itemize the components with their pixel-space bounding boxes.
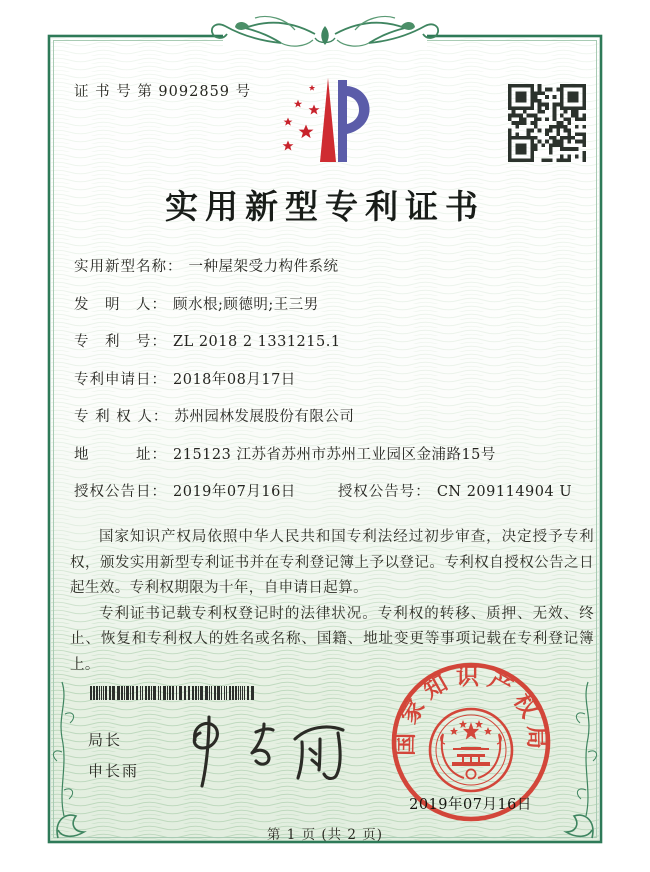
field-value: 215123 江苏省苏州市苏州工业园区金浦路15号 <box>173 446 496 463</box>
legal-paragraph-2: 专利证书记载专利权登记时的法律状况。专利权的转移、质押、无效、终止、恢复和专利权人的姓名或名称、国籍、地址变更等事项记载在专利登记簿上。 <box>70 605 594 673</box>
field-label: 地 址： <box>74 446 167 463</box>
field-grant-number <box>338 481 572 503</box>
field-value: 苏州园林发展股份有限公司 <box>174 409 355 425</box>
field-label: 专 利 权 人： <box>74 409 169 425</box>
field-value: 2019年07月16日 <box>173 484 296 500</box>
field-value: CN 209114904 U <box>436 484 573 500</box>
field-label: 授权公告日： <box>74 484 167 500</box>
field-label: 实用新型名称： <box>74 259 183 275</box>
seal-date: 2019年07月16日 <box>409 797 532 813</box>
field-inventors <box>74 294 602 316</box>
field-address <box>74 444 602 466</box>
field-label: 专利申请日： <box>74 371 167 388</box>
field-label: 授权公告号： <box>337 484 431 500</box>
field-label: 专 利 号： <box>74 334 167 350</box>
field-patentee <box>74 406 602 428</box>
seal-ring-text: 国家知识产权局 <box>391 663 551 757</box>
director-name: 申长雨 <box>88 762 140 780</box>
certificate-number: 证 书 号 第 9092859 号 <box>74 84 252 100</box>
certificate-title: 实用新型专利证书 <box>165 187 485 226</box>
certificate-fields <box>74 256 602 519</box>
director-title: 局长 <box>88 731 123 749</box>
field-patent-number <box>74 331 602 353</box>
qr-code-icon <box>508 84 586 162</box>
field-label: 发 明 人： <box>74 296 167 313</box>
field-value: 顾水根;顾德明;王三男 <box>173 296 319 313</box>
page-footer: 第 1 页 (共 2 页) <box>266 827 384 843</box>
field-filing-date <box>74 369 602 391</box>
field-value: ZL 2018 2 1331215.1 <box>173 334 341 350</box>
cnipa-logo-icon <box>276 74 376 168</box>
signature-block <box>88 729 139 791</box>
field-grant-date <box>74 481 296 503</box>
legal-paragraph-1: 国家知识产权局依照中华人民共和国专利法经过初步审查，决定授予专利权，颁发实用新型专利证书并在专利登记簿上予以登记。专利权自授权公告之日起生效。专利权期限为十年，自申请日起算。 <box>70 529 594 596</box>
handwritten-signature <box>152 697 352 792</box>
field-value: 2018年08月17日 <box>173 371 296 388</box>
field-utility-model-name <box>74 256 602 278</box>
field-grant-row <box>74 481 602 503</box>
field-value: 一种屋架受力构件系统 <box>188 259 339 275</box>
